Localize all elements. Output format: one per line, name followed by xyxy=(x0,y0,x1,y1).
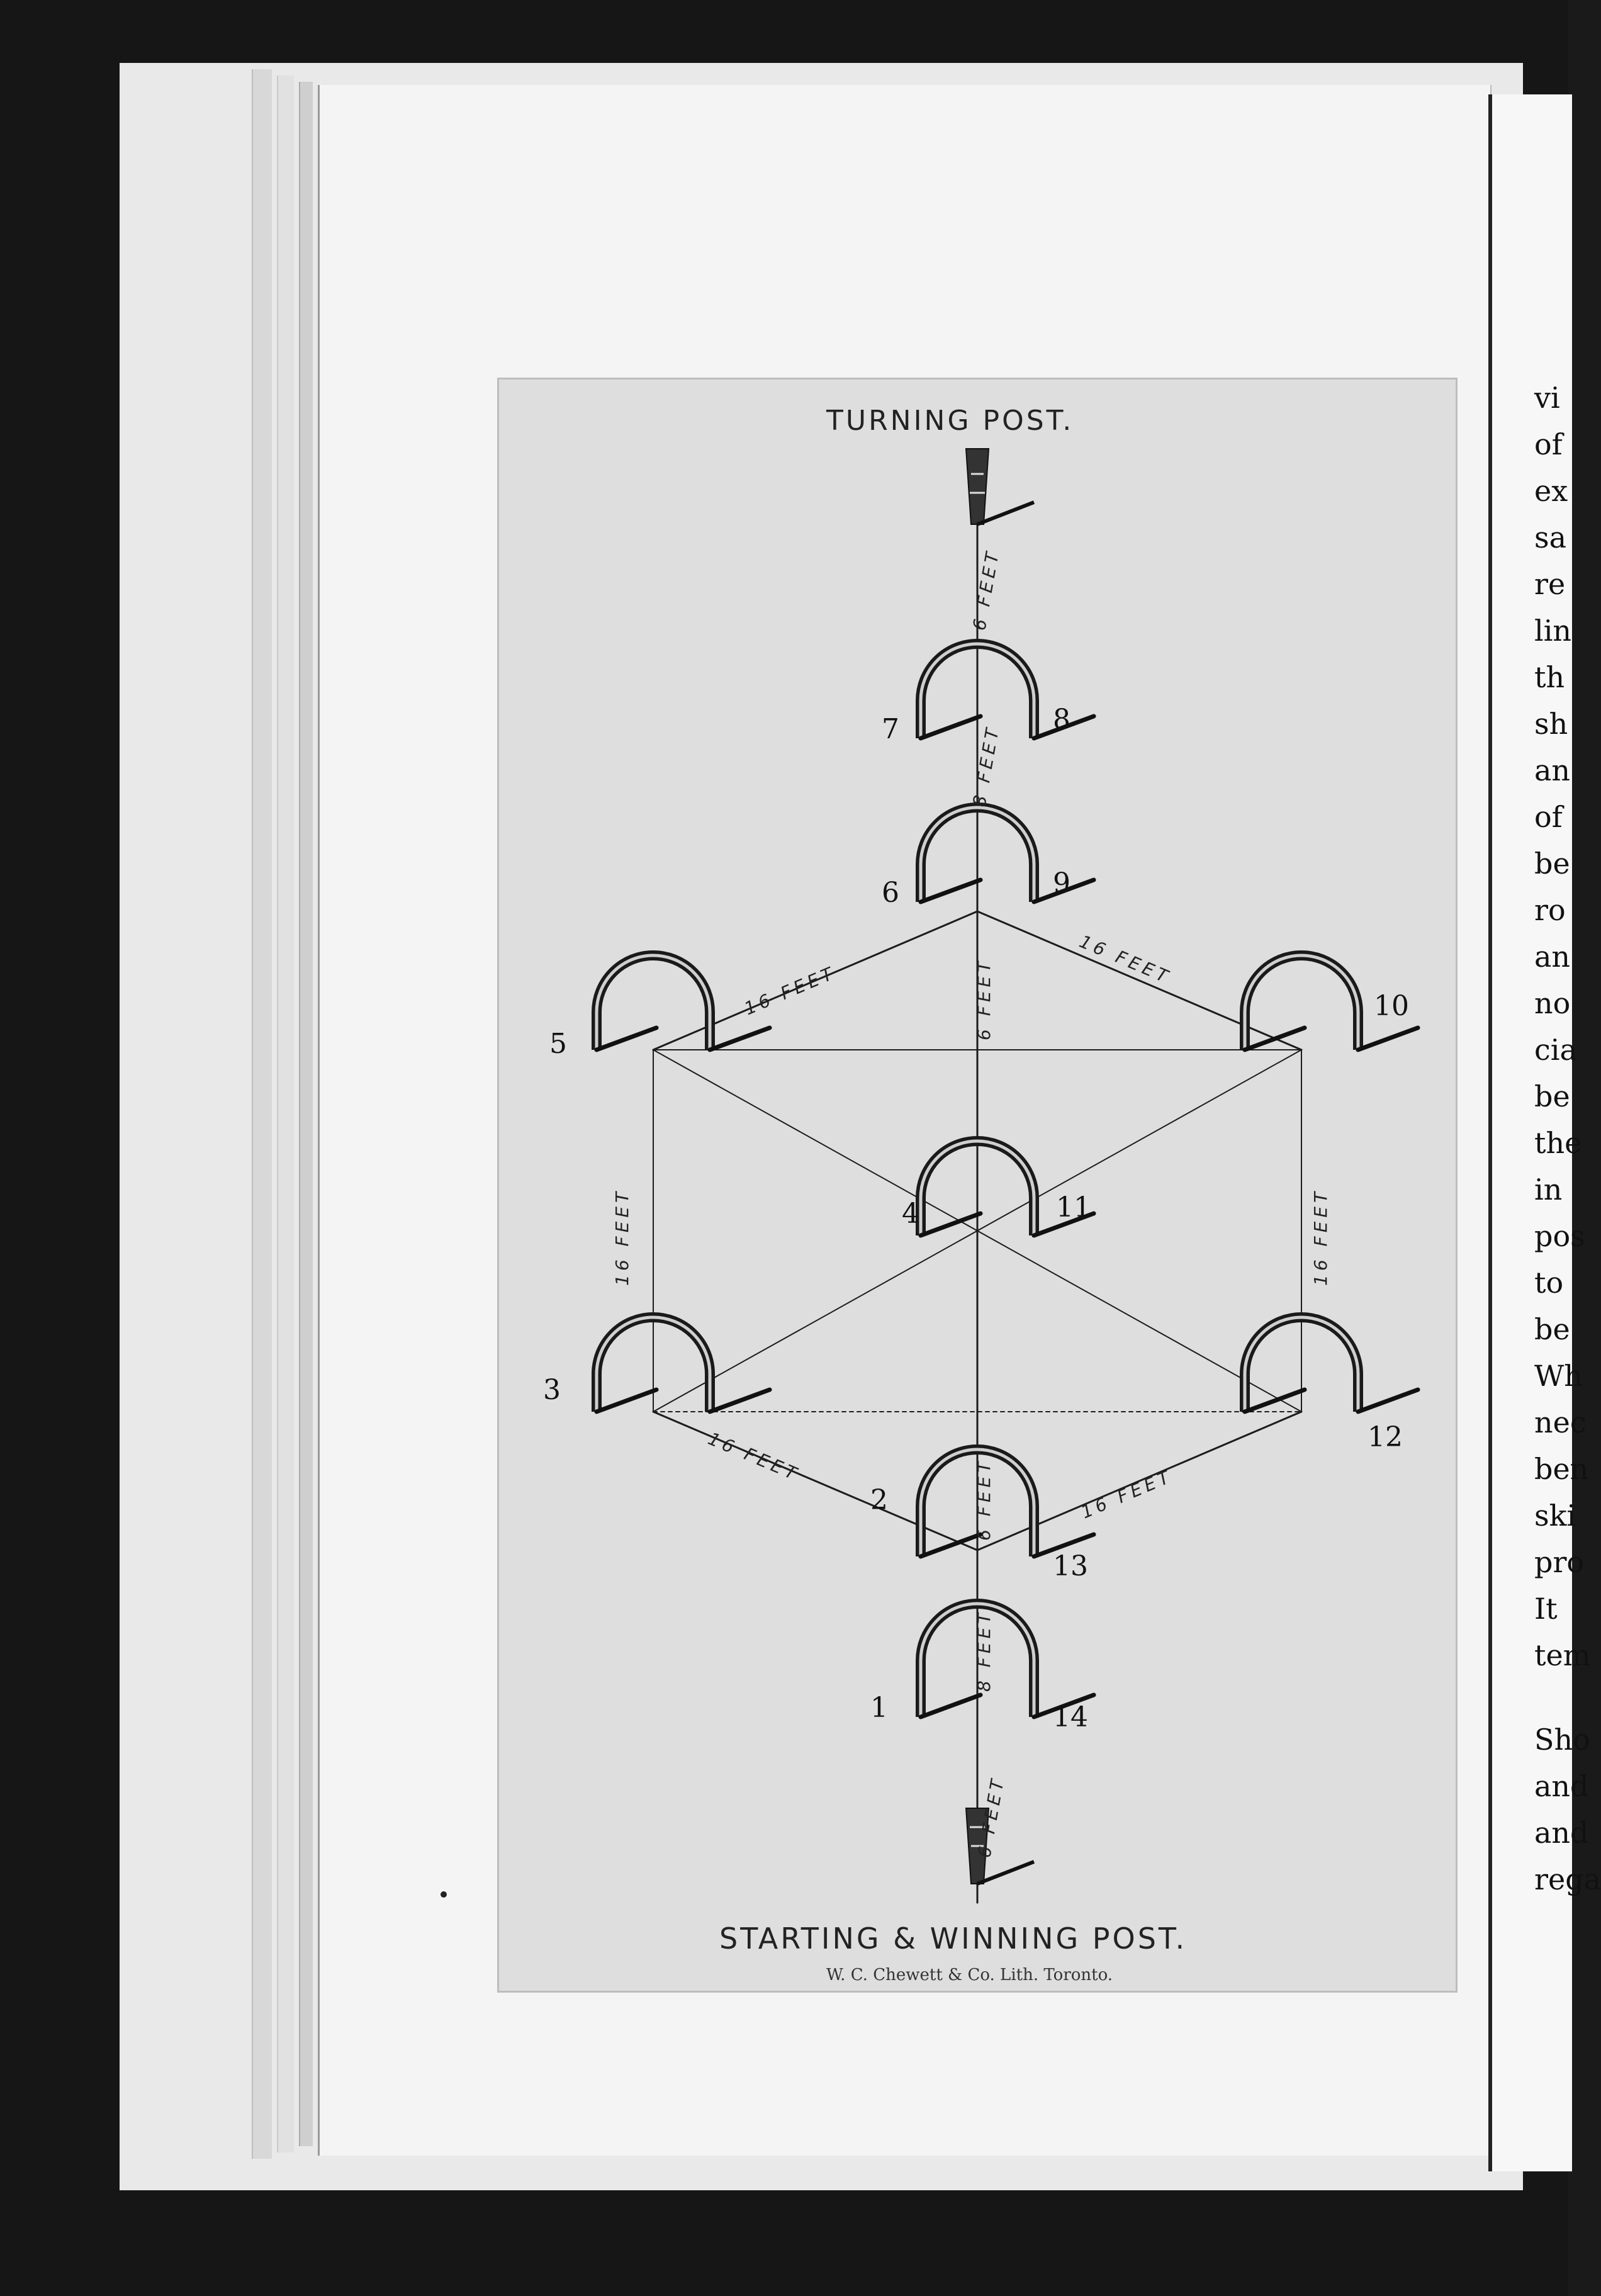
distance-label: 6 FEET xyxy=(969,547,1004,633)
facing-page-line: an xyxy=(1534,940,1571,974)
lithographer-credit: W. C. Chewett & Co. Lith. Toronto. xyxy=(826,1966,1113,1984)
croquet-plate xyxy=(497,378,1458,1993)
hoop-number-13: 13 xyxy=(1053,1550,1088,1582)
distance-label: 16 FEET xyxy=(1310,1188,1331,1286)
facing-page-line: cia xyxy=(1534,1033,1577,1067)
distance-label: 6 FEET xyxy=(974,1774,1009,1860)
distance-label: 6 FEET xyxy=(974,1458,994,1541)
facing-page-line: th xyxy=(1534,660,1565,694)
distance-label: 16 FEET xyxy=(705,1428,803,1486)
facing-page-line: of xyxy=(1534,800,1563,834)
facing-page-line: pos xyxy=(1534,1219,1585,1253)
facing-page-line: Wh xyxy=(1534,1359,1583,1393)
facing-page-line: Sho xyxy=(1534,1723,1590,1757)
facing-page-line: in xyxy=(1534,1173,1563,1207)
facing-page-line: sa xyxy=(1534,521,1567,554)
hoop-number-2: 2 xyxy=(870,1484,888,1516)
croquet-ground-diagram xyxy=(499,380,1456,1991)
facing-page-line: lin xyxy=(1534,614,1572,648)
facing-page-line: and xyxy=(1534,1816,1589,1850)
ink-speck xyxy=(441,1891,447,1898)
hoop-number-8: 8 xyxy=(1053,704,1070,736)
facing-page-line: It xyxy=(1534,1592,1558,1626)
hoop-shadow xyxy=(921,880,980,902)
facing-page-line: and xyxy=(1534,1769,1589,1803)
distance-label: 16 FEET xyxy=(741,962,840,1020)
distance-label: 16 FEET xyxy=(1077,1465,1176,1523)
hoop-number-10: 10 xyxy=(1374,990,1409,1022)
hoop-shadow xyxy=(710,1390,770,1412)
distance-label: 8 FEET xyxy=(969,723,1004,809)
turning-post xyxy=(966,449,1034,524)
distance-label: 16 FEET xyxy=(1076,931,1174,989)
hoop-number-11: 11 xyxy=(1056,1191,1091,1224)
starting-winning-post-label: STARTING & WINNING POST. xyxy=(719,1922,1188,1956)
hoop-shadow xyxy=(1358,1028,1418,1050)
hoop-shadow xyxy=(597,1028,656,1050)
hoop-shadow xyxy=(597,1390,656,1412)
facing-page-line: tem xyxy=(1534,1638,1591,1672)
hoop-number-6: 6 xyxy=(882,877,899,909)
hoop-number-3: 3 xyxy=(543,1374,561,1406)
facing-page-line: pro xyxy=(1534,1545,1585,1579)
page-edge xyxy=(277,76,294,2152)
hoop-shadow xyxy=(921,1695,980,1717)
distance-label: 6 FEET xyxy=(974,957,994,1040)
facing-page-line: vi xyxy=(1534,381,1560,415)
facing-page-line: sh xyxy=(1534,707,1568,741)
facing-page-line: an xyxy=(1534,753,1571,787)
hoop-number-4: 4 xyxy=(902,1198,919,1230)
facing-page-line: ski xyxy=(1534,1499,1576,1533)
facing-page-line: be xyxy=(1534,1079,1570,1113)
hoop-shadow xyxy=(921,1213,980,1235)
hoop-number-1: 1 xyxy=(870,1692,888,1724)
facing-page-line: be xyxy=(1534,847,1570,881)
distance-label: 8 FEET xyxy=(974,1609,994,1692)
page-edge xyxy=(252,69,272,2159)
hoop-shadow xyxy=(921,716,980,738)
facing-page-line: of xyxy=(1534,427,1563,461)
facing-page-line: be xyxy=(1534,1312,1570,1346)
turning-post-label: TURNING POST. xyxy=(826,405,1074,437)
facing-page-line: ben xyxy=(1534,1452,1589,1486)
facing-page-line: ex xyxy=(1534,474,1568,508)
facing-page-line: to xyxy=(1534,1266,1564,1300)
distance-label: 16 FEET xyxy=(612,1188,632,1286)
hoop-number-12: 12 xyxy=(1368,1421,1403,1453)
facing-page-line: rega xyxy=(1534,1862,1601,1896)
hoop-shadow xyxy=(710,1028,770,1050)
facing-page-line: the xyxy=(1534,1126,1582,1160)
page-edge xyxy=(299,82,313,2146)
hoop-highlight xyxy=(1245,955,1358,1050)
facing-page-line: re xyxy=(1534,567,1566,601)
facing-page-line: nec xyxy=(1534,1405,1587,1439)
hoop-highlight xyxy=(597,955,710,1050)
facing-page-line: no xyxy=(1534,986,1571,1020)
hoop-number-14: 14 xyxy=(1053,1701,1088,1733)
hoop-number-9: 9 xyxy=(1053,867,1070,899)
facing-page-line: ro xyxy=(1534,893,1566,927)
hoop-number-5: 5 xyxy=(549,1028,567,1060)
hoop-shadow xyxy=(1358,1390,1418,1412)
hoop-number-7: 7 xyxy=(882,713,899,745)
